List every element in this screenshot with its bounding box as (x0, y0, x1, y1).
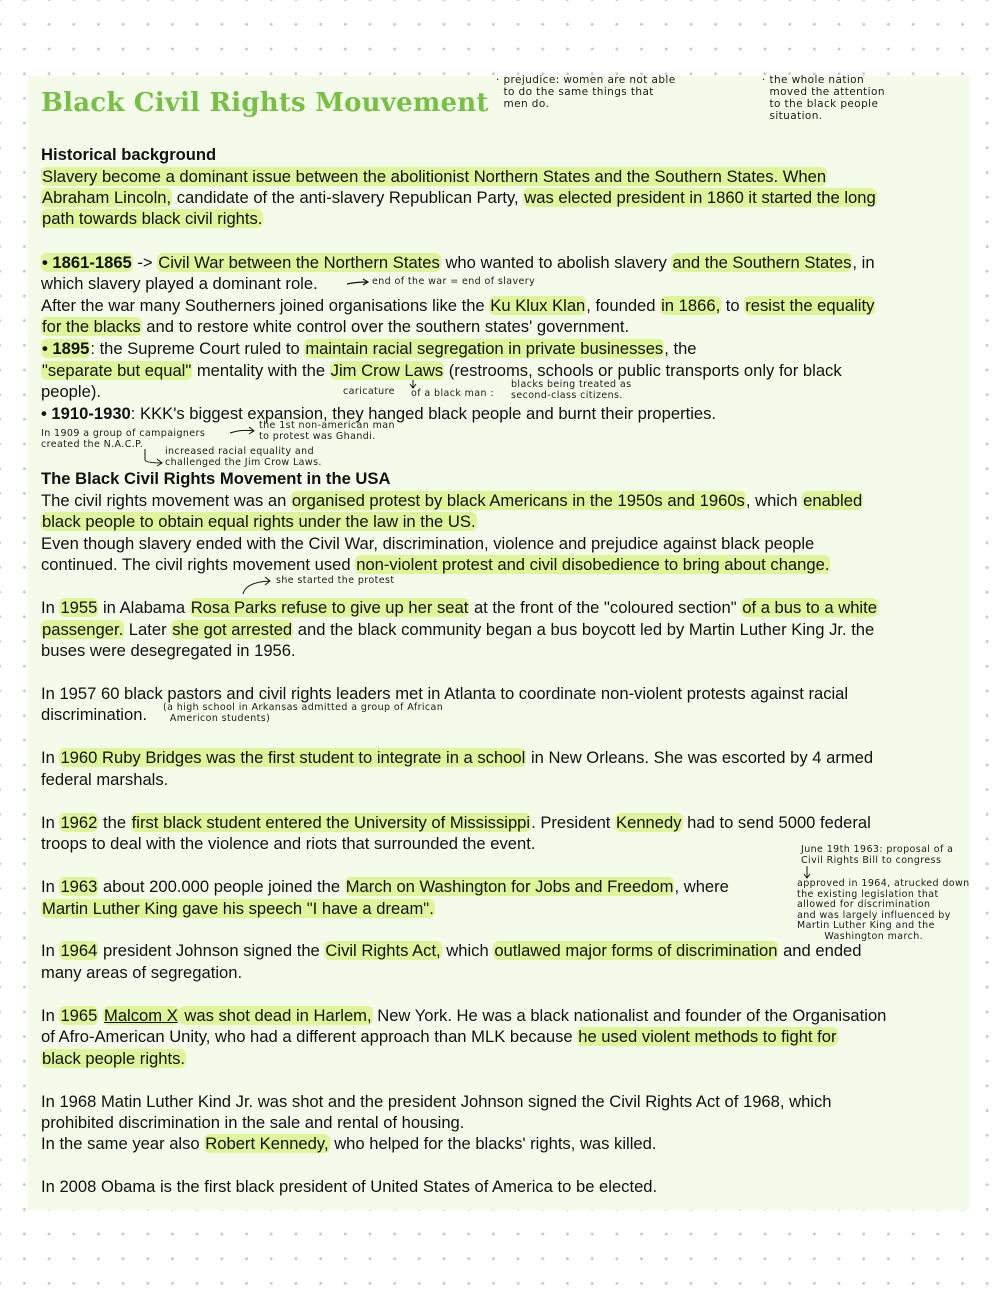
text-line: In 1965 Malcom X was shot dead in Harlem, New York. He was a black nationalist and founder of the Organisation (41, 1006, 887, 1025)
text-line: many areas of segregation. (41, 963, 243, 982)
text-line: • 1895: the Supreme Court ruled to maintain racial segregation in private businesses, the (42, 339, 697, 358)
note-nation-attention: · the whole nation moved the attention to the black people situation. (762, 74, 885, 122)
note-second-class: blacks being treated as second-class citizens. (511, 379, 632, 401)
note-june-1963: June 19th 1963: proposal of a Civil Rights Bill to congress (801, 844, 954, 866)
note-caricature: caricature (343, 386, 395, 397)
text-line: passenger. Later she got arrested and the black community began a bus boycott led by Martin Luther King Jr. the (42, 620, 875, 639)
text-line: • 1861-1865 -> Civil War between the Northern States who wanted to abolish slavery and the Southern States, in (42, 253, 875, 272)
arrow-icon (228, 425, 258, 437)
text-line: black people rights. (42, 1049, 185, 1068)
text-line: which slavery played a dominant role. (41, 274, 318, 293)
text-line: After the war many Southerners joined organisations like the Ku Klux Klan, founded in 1866, to resist the equality (41, 296, 875, 315)
section-heading-historical: Historical background (41, 145, 217, 164)
text-line: In 1960 Ruby Bridges was the first student to integrate in a school in New Orleans. She was escorted by 4 armed (41, 748, 874, 767)
note-approved-1964: approved in 1964, atrucked down the existing legislation that allowed for discrimination and was largely influenced by Martin Luther King and the Washington march. (797, 878, 970, 942)
text-line: The civil rights movement was an organised protest by black Americans in the 1950s and 1960s, which enabled (41, 491, 863, 510)
hook-arrow-icon (142, 448, 166, 468)
curved-arrow-icon (240, 576, 274, 596)
text-line: path towards black civil rights. (42, 209, 263, 228)
text-line: In 1957 60 black pastors and civil rights leaders met in Atlanta to coordinate non-violent protests against racial (41, 684, 849, 703)
note-naacp: increased racial equality and challenged the Jim Crow Laws. (165, 446, 322, 468)
text-line: Abraham Lincoln, candidate of the anti-slavery Republican Party, was elected president in 1860 it started the long (42, 188, 876, 207)
text-line: discrimination. (41, 705, 148, 724)
text-line: In 1963 about 200.000 people joined the March on Washington for Jobs and Freedom, where (41, 877, 729, 896)
text-line: • 1910-1930: KKK's biggest expansion, they hanged black people and burnt their properties. (41, 404, 717, 423)
section-heading-usa: The Black Civil Rights Movement in the USA (41, 469, 391, 488)
text-line: black people to obtain equal rights under the law in the US. (42, 512, 476, 531)
text-line: Slavery become a dominant issue between the abolitionist Northern States and the Southern States. When (42, 167, 827, 186)
text-line: In 1962 the first black student entered the University of Mississippi. President Kennedy had to send 5000 federal (41, 813, 871, 832)
text-line: people). (41, 382, 101, 401)
note-black-man: of a black man : (411, 388, 494, 399)
note-campaigners: In 1909 a group of campaigners created the N.A.C.P. (41, 428, 206, 450)
text-line: for the blacks and to restore white control over the southern states' government. (42, 317, 630, 336)
arrow-icon (346, 278, 370, 288)
text-line: In 1955 in Alabama Rosa Parks refuse to give up her seat at the front of the "coloured section" of a bus to a white (41, 598, 877, 617)
text-line: prohibited discrimination in the sale and rental of housing. (41, 1113, 465, 1132)
page-title: Black Civil Rights Mouvement (41, 88, 489, 118)
note-ghandi: the 1st non-american man to protest was Ghandi. (259, 420, 395, 442)
text-line: Even though slavery ended with the Civil War, discrimination, violence and prejudice against black people (41, 534, 815, 553)
text-line: In 1968 Matin Luther Kind Jr. was shot and the president Johnson signed the Civil Rights Act of 1968, which (41, 1092, 832, 1111)
note-end-of-war: end of the war = end of slavery (372, 276, 536, 287)
text-line: continued. The civil rights movement used non-violent protest and civil disobedience to bring about change. (41, 555, 830, 574)
text-line: troops to deal with the violence and riots that surrounded the event. (41, 834, 536, 853)
text-line: In 2008 Obama is the first black president of United States of America to be elected. (41, 1177, 658, 1196)
text-line: buses were desegregated in 1956. (41, 641, 296, 660)
text-line: In 1964 president Johnson signed the Civil Rights Act, which outlawed major forms of discrimination and ended (41, 941, 862, 960)
text-line: "separate but equal" mentality with the Jim Crow Laws (restrooms, schools or public transports only for black (42, 361, 842, 380)
note-arkansas: (a high school in Arkansas admitted a group of African Americon students) (163, 702, 444, 724)
text-line: In the same year also Robert Kennedy, who helped for the blacks' rights, was killed. (41, 1134, 657, 1153)
text-line: Martin Luther King gave his speech "I have a dream". (42, 899, 434, 918)
note-started-protest: she started the protest (276, 575, 395, 586)
text-line: federal marshals. (41, 770, 169, 789)
text-line: of Afro-American Unity, who had a different approach than MLK because he used violent methods to fight for (41, 1027, 837, 1046)
note-prejudice: · prejudice: women are not able to do the same things that men do. (496, 74, 676, 110)
